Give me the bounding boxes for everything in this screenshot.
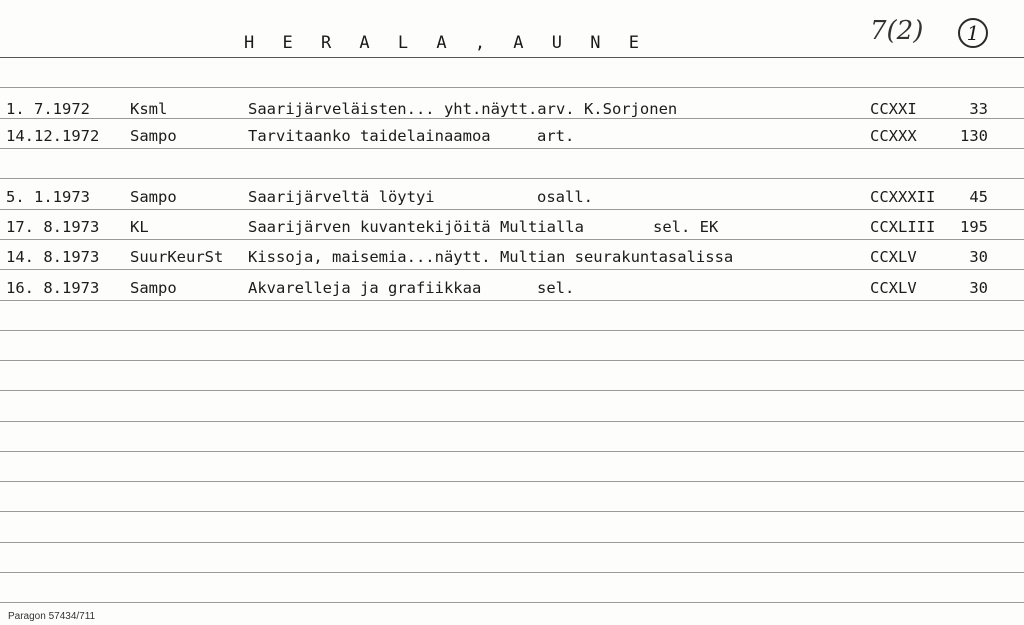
entry-row bbox=[0, 218, 1024, 240]
entry-date: 16. 8.1973 bbox=[6, 279, 100, 297]
ruled-line bbox=[0, 542, 1024, 543]
entry-source: Sampo bbox=[130, 188, 177, 206]
entry-date: 14. 8.1973 bbox=[6, 248, 100, 266]
entry-title: Saarijärveltä löytyi bbox=[248, 188, 435, 206]
entry-row bbox=[0, 279, 1024, 301]
entry-note: art. bbox=[537, 127, 575, 145]
entry-title: Saarijärveläisten... yht.näytt.arv. K.Sorjonen bbox=[248, 100, 678, 118]
entry-source: Sampo bbox=[130, 127, 177, 145]
entry-title: Kissoja, maisemia...näytt. Multian seurakuntasalissa bbox=[248, 248, 734, 266]
entry-title: Akvarelleja ja grafiikkaa bbox=[248, 279, 482, 297]
ruled-line bbox=[0, 87, 1024, 88]
ruled-line bbox=[0, 481, 1024, 482]
entry-source: SuurKeurSt bbox=[130, 248, 224, 266]
entry-page: 195 bbox=[960, 218, 988, 236]
handwritten-number: 7(2) bbox=[870, 16, 924, 46]
entry-date: 5. 1.1973 bbox=[6, 188, 90, 206]
entry-source: Ksml bbox=[130, 100, 168, 118]
entry-note: osall. bbox=[537, 188, 593, 206]
entry-volume: CCXLIII bbox=[870, 218, 936, 236]
ruled-line bbox=[0, 390, 1024, 391]
entry-page: 30 bbox=[969, 279, 988, 297]
entry-date: 17. 8.1973 bbox=[6, 218, 100, 236]
ruled-line bbox=[0, 57, 1024, 58]
card-name: H E R A L A , A U N E bbox=[244, 33, 648, 53]
entry-page: 30 bbox=[969, 248, 988, 266]
ruled-line bbox=[0, 572, 1024, 573]
entry-title: Saarijärven kuvantekijöitä Multialla bbox=[248, 218, 584, 236]
entry-row bbox=[0, 248, 1024, 270]
entry-note: sel. EK bbox=[653, 218, 719, 236]
entry-row bbox=[0, 127, 1024, 149]
entry-page: 33 bbox=[969, 100, 988, 118]
entry-row bbox=[0, 188, 1024, 210]
ruled-line bbox=[0, 178, 1024, 179]
ruled-line bbox=[0, 360, 1024, 361]
ruled-line bbox=[0, 511, 1024, 512]
entry-volume: CCXLV bbox=[870, 248, 917, 266]
ruled-line bbox=[0, 330, 1024, 331]
entry-page: 130 bbox=[960, 127, 988, 145]
ruled-line bbox=[0, 451, 1024, 452]
entry-volume: CCXLV bbox=[870, 279, 917, 297]
entry-source: Sampo bbox=[130, 279, 177, 297]
entry-source: KL bbox=[130, 218, 149, 236]
entry-date: 1. 7.1972 bbox=[6, 100, 90, 118]
entry-volume: CCXXXII bbox=[870, 188, 936, 206]
ruled-line bbox=[0, 602, 1024, 603]
entry-date: 14.12.1972 bbox=[6, 127, 100, 145]
entry-volume: CCXXI bbox=[870, 100, 917, 118]
entry-volume: CCXXX bbox=[870, 127, 917, 145]
entry-page: 45 bbox=[969, 188, 988, 206]
circled-number: 1 bbox=[958, 18, 988, 48]
entry-title: Tarvitaanko taidelainaamoa bbox=[248, 127, 491, 145]
card-footer: Paragon 57434/711 bbox=[8, 611, 96, 622]
ruled-line bbox=[0, 421, 1024, 422]
entry-note: sel. bbox=[537, 279, 575, 297]
entry-row bbox=[0, 100, 1024, 122]
